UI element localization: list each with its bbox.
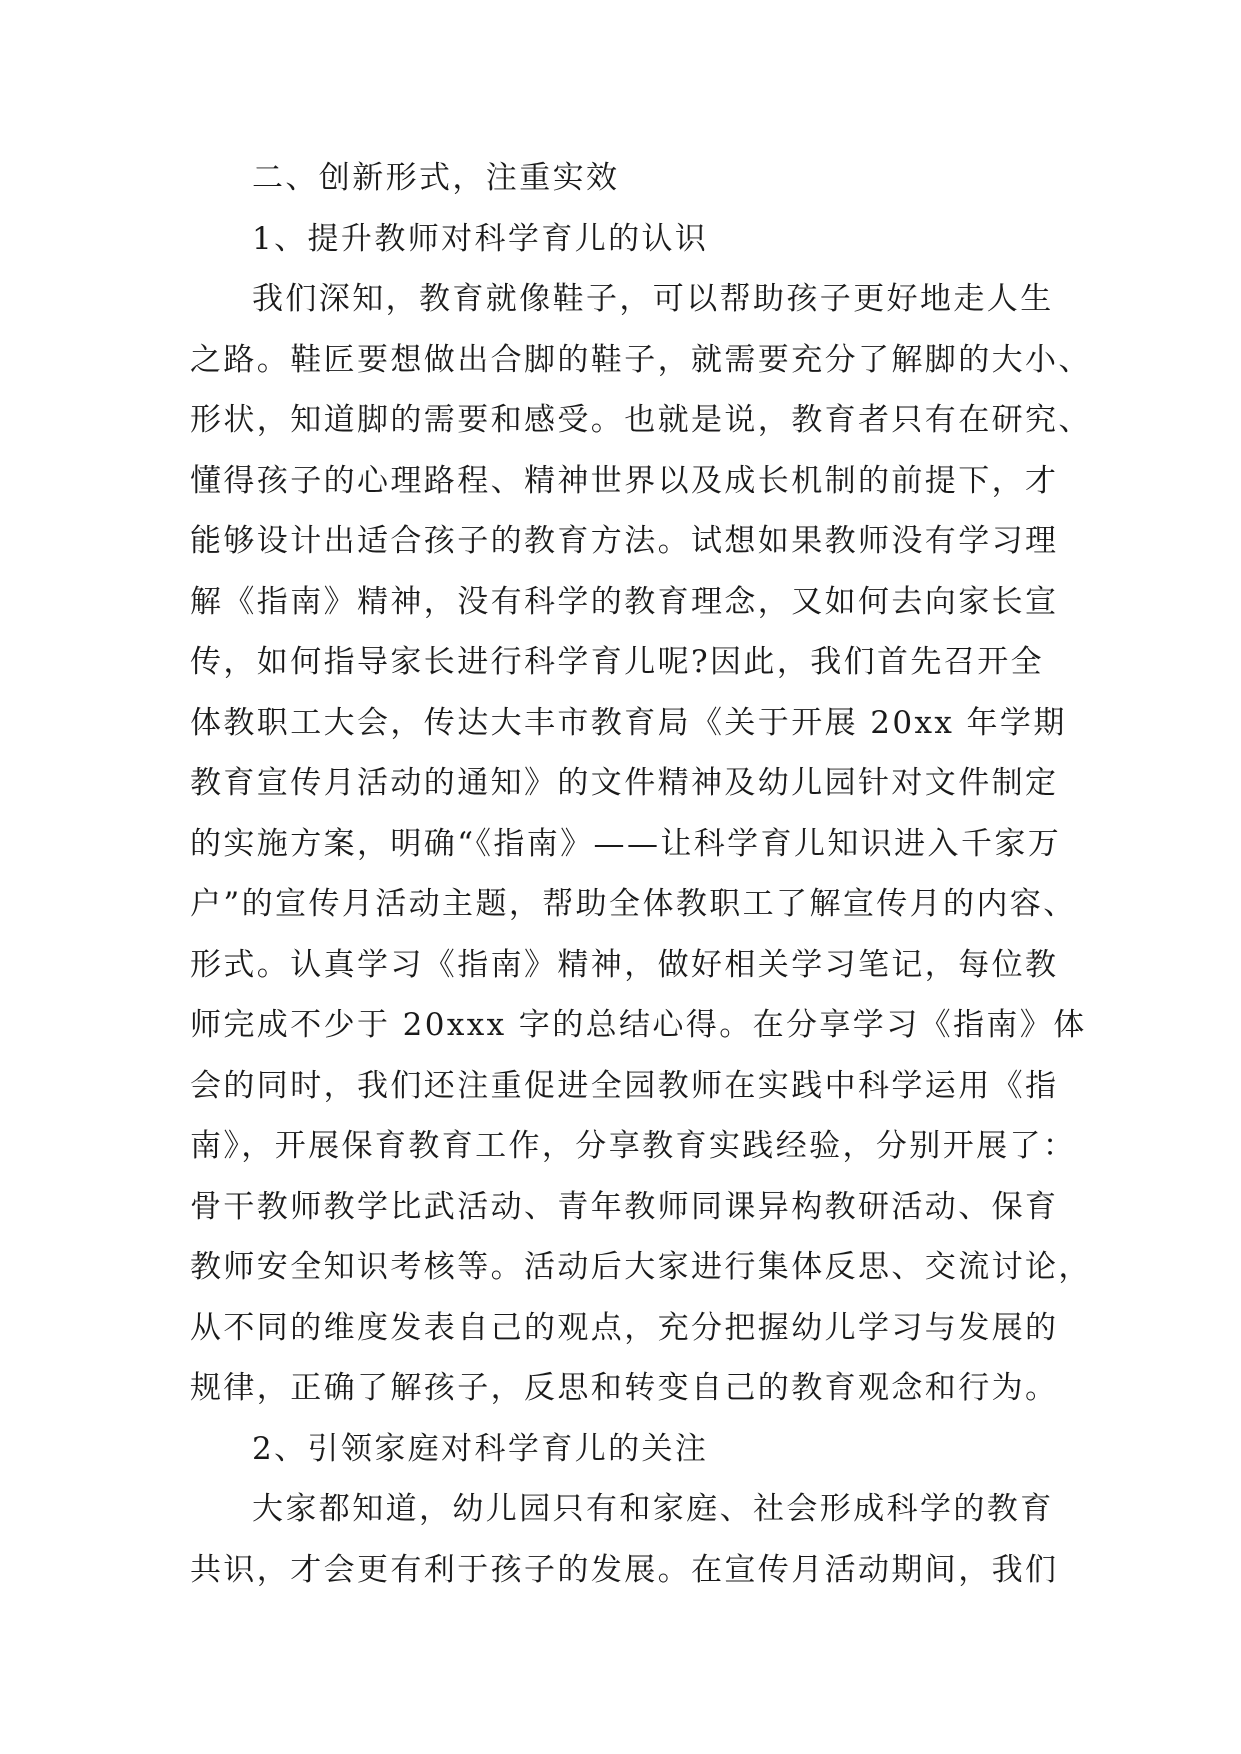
paragraph-line: 形状，知道脚的需要和感受。也就是说，教育者只有在研究、 — [190, 402, 1092, 438]
paragraph-line: 我们深知，教育就像鞋子，可以帮助孩子更好地走人生 — [252, 281, 1054, 317]
paragraph-line: 体教职工大会，传达大丰市教育局《关于开展 20xx 年学期 — [190, 704, 1067, 741]
paragraph-line: 南》，开展保育教育工作，分享教育实践经验，分别开展了： — [190, 1128, 1077, 1164]
section-heading: 二、创新形式，注重实效 — [252, 160, 620, 196]
subheading-teacher-awareness: 1、提升教师对科学育儿的认识 — [252, 220, 709, 257]
paragraph-line: 共识，才会更有利于孩子的发展。在宣传月活动期间，我们 — [190, 1551, 1059, 1588]
paragraph-line: 懂得孩子的心理路程、精神世界以及成长机制的前提下，才 — [190, 462, 1059, 499]
paragraph-line: 大家都知道，幼儿园只有和家庭、社会形成科学的教育 — [252, 1491, 1054, 1527]
paragraph-line: 教育宣传月活动的通知》的文件精神及幼儿园针对文件制定 — [190, 765, 1059, 801]
paragraph-line: 师完成不少于 20xxx 字的总结心得。在分享学习《指南》体 — [190, 1007, 1087, 1043]
paragraph-line: 形式。认真学习《指南》精神，做好相关学习笔记，每位教 — [190, 946, 1059, 983]
paragraph-line: 能够设计出适合孩子的教育方法。试想如果教师没有学习理 — [190, 523, 1059, 559]
paragraph-line: 从不同的维度发表自己的观点，充分把握幼儿学习与发展的 — [190, 1309, 1059, 1346]
paragraph-line: 的实施方案，明确“《指南》——让科学育儿知识进入千家万 — [190, 825, 1062, 862]
subheading-family-attention: 2、引领家庭对科学育儿的关注 — [252, 1430, 709, 1467]
paragraph-family-attention — [190, 1479, 1059, 1600]
paragraph-line: 规律，正确了解孩子，反思和转变自己的教育观念和行为。 — [190, 1370, 1059, 1406]
paragraph-line: 会的同时，我们还注重促进全园教师在实践中科学运用《指 — [190, 1067, 1059, 1104]
paragraph-line: 传，如何指导家长进行科学育儿呢?因此，我们首先召开全 — [190, 644, 1045, 680]
paragraph-line: 骨干教师教学比武活动、青年教师同课异构教研活动、保育 — [190, 1188, 1059, 1225]
paragraph-line: 教师安全知识考核等。活动后大家进行集体反思、交流讨论， — [190, 1249, 1092, 1285]
paragraph-line: 户”的宣传月活动主题，帮助全体教职工了解宣传月的内容、 — [190, 886, 1077, 922]
document-page — [190, 148, 1092, 1600]
paragraph-teacher-awareness — [190, 269, 1092, 1419]
paragraph-line: 之路。鞋匠要想做出合脚的鞋子，就需要充分了解脚的大小、 — [190, 341, 1092, 378]
paragraph-line: 解《指南》精神，没有科学的教育理念，又如何去向家长宣 — [190, 583, 1059, 620]
